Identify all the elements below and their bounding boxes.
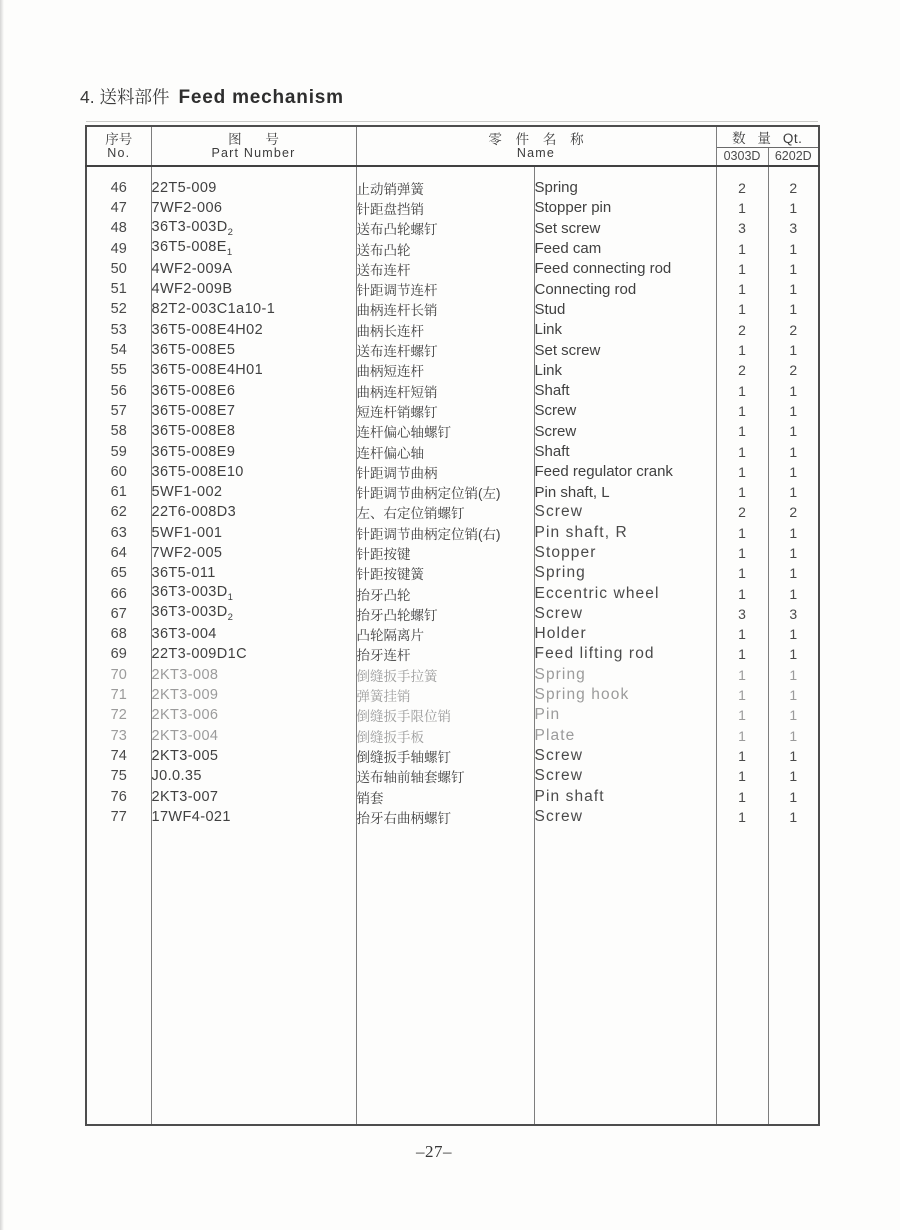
row-no: 65: [86, 563, 151, 583]
row-no: 51: [86, 279, 151, 299]
header-no-en: No.: [107, 145, 131, 160]
name-zh: 抬牙凸轮: [356, 583, 534, 603]
qty-0303d: 1: [716, 462, 768, 482]
part-number: 2KT3-009: [151, 685, 356, 705]
name-en: Feed cam: [534, 238, 716, 258]
row-no: 52: [86, 299, 151, 319]
name-en: Stud: [534, 299, 716, 319]
qty-6202d: 1: [789, 443, 798, 460]
name-en: Screw: [534, 807, 716, 827]
name-zh: 针距调节连杆: [356, 279, 534, 299]
table-row: [86, 238, 819, 258]
header-variant-0303d: 0303D: [716, 148, 768, 166]
table-row: [86, 604, 819, 624]
name-en: Screw: [534, 421, 716, 441]
table-row: [86, 502, 819, 522]
name-en: Spring: [534, 178, 716, 198]
table-row: [86, 198, 819, 218]
name-zh: 送布凸轮螺钉: [356, 218, 534, 238]
qty-0303d: 1: [716, 401, 768, 421]
name-en: Link: [534, 320, 716, 340]
name-zh: 送布轴前轴套螺钉: [356, 766, 534, 786]
row-no: 77: [86, 807, 151, 827]
qty-0303d: 1: [716, 482, 768, 502]
header-part-en: Part Number: [211, 145, 296, 160]
qty-0303d: 1: [716, 705, 768, 725]
row-no: 61: [86, 482, 151, 502]
name-zh: 针距调节曲柄定位销(左): [356, 482, 534, 502]
row-no: 68: [86, 624, 151, 644]
part-number: 2KT3-008: [151, 665, 356, 685]
part-number: 2KT3-007: [151, 786, 356, 806]
row-no: 56: [86, 380, 151, 400]
name-zh: 曲柄长连杆: [356, 320, 534, 340]
row-no: 58: [86, 421, 151, 441]
name-zh: 抬牙连杆: [356, 644, 534, 664]
part-number: 36T5-008E10: [151, 462, 356, 482]
name-en: Pin shaft: [534, 786, 716, 806]
name-en: Connecting rod: [534, 279, 716, 299]
part-number: J0.0.35: [151, 766, 356, 786]
qty-6202d: 1: [789, 524, 798, 541]
part-number: 36T5-008E8: [151, 421, 356, 441]
name-en: Pin: [534, 705, 716, 725]
row-no: 59: [86, 441, 151, 461]
qty-0303d: 1: [716, 583, 768, 603]
qty-6202d: 1: [789, 666, 798, 683]
qty-0303d: 1: [716, 238, 768, 258]
section-title-en: Feed mechanism: [178, 87, 344, 108]
table-row: [86, 563, 819, 583]
table-row: [86, 441, 819, 461]
row-no: 72: [86, 705, 151, 725]
qty-0303d: 1: [716, 807, 768, 827]
name-en: Pin shaft, L: [534, 482, 716, 502]
row-no: 73: [86, 726, 151, 746]
part-number: 17WF4-021: [151, 807, 356, 827]
name-zh: 倒缝扳手限位销: [356, 705, 534, 725]
qty-6202d: 2: [789, 179, 798, 196]
part-number: 4WF2-009A: [151, 259, 356, 279]
qty-0303d: 2: [716, 320, 768, 340]
part-number: 5WF1-001: [151, 523, 356, 543]
qty-0303d: 1: [716, 421, 768, 441]
name-zh: 送布连杆螺钉: [356, 340, 534, 360]
qty-0303d: 3: [716, 604, 768, 624]
header-qty: [716, 126, 819, 148]
part-number: 2KT3-005: [151, 746, 356, 766]
row-no: 57: [86, 401, 151, 421]
name-en: Spring hook: [534, 685, 716, 705]
part-number: 36T5-011: [151, 563, 356, 583]
qty-0303d: 1: [716, 766, 768, 786]
header-no: [86, 126, 151, 166]
qty-0303d: 1: [716, 380, 768, 400]
name-zh: 抬牙凸轮螺钉: [356, 604, 534, 624]
name-en: Stopper pin: [534, 198, 716, 218]
table-row: [86, 218, 819, 238]
qty-6202d: 3: [789, 220, 798, 237]
name-en: Screw: [534, 401, 716, 421]
name-en: Plate: [534, 726, 716, 746]
row-no: 54: [86, 340, 151, 360]
page-number: –27–: [416, 1142, 452, 1161]
name-zh: 弹簧挂销: [356, 685, 534, 705]
qty-6202d: 1: [789, 463, 798, 480]
table-row: [86, 746, 819, 766]
qty-0303d: 1: [716, 543, 768, 563]
row-no: 47: [86, 198, 151, 218]
table-row: [86, 726, 819, 746]
name-en: Holder: [534, 624, 716, 644]
name-en: Set screw: [534, 340, 716, 360]
table-row: [86, 665, 819, 685]
table-row: [86, 299, 819, 319]
table-row: [86, 685, 819, 705]
name-en: Link: [534, 360, 716, 380]
name-zh: 曲柄连杆长销: [356, 299, 534, 319]
qty-0303d: 1: [716, 259, 768, 279]
part-number: 36T5-008E4H02: [151, 320, 356, 340]
name-zh: 针距调节曲柄定位销(右): [356, 523, 534, 543]
scan-artifact-line: [86, 121, 818, 122]
parts-table: [85, 125, 820, 1126]
table-row: [86, 320, 819, 340]
qty-6202d: 1: [789, 342, 798, 359]
qty-6202d: 1: [789, 808, 798, 825]
name-en: Pin shaft, R: [534, 523, 716, 543]
name-zh: 送布凸轮: [356, 238, 534, 258]
part-number: 22T5-009: [151, 178, 356, 198]
name-en: Shaft: [534, 380, 716, 400]
name-en: Spring: [534, 665, 716, 685]
name-en: Screw: [534, 502, 716, 522]
name-zh: 倒缝扳手板: [356, 726, 534, 746]
table-row: [86, 705, 819, 725]
name-en: Screw: [534, 766, 716, 786]
qty-6202d: 1: [789, 301, 798, 318]
qty-6202d: 1: [789, 585, 798, 602]
qty-6202d: 1: [789, 788, 798, 805]
qty-0303d: 1: [716, 279, 768, 299]
part-number: 36T5-008E5: [151, 340, 356, 360]
table-row: [86, 543, 819, 563]
table-row: [86, 482, 819, 502]
qty-6202d: 1: [789, 382, 798, 399]
table-row: [86, 523, 819, 543]
table-row: [86, 624, 819, 644]
header-qty-en: Qt.: [782, 131, 803, 146]
qty-0303d: 1: [716, 746, 768, 766]
row-no: 53: [86, 320, 151, 340]
row-no: 70: [86, 665, 151, 685]
row-no: 66: [86, 583, 151, 603]
qty-0303d: 1: [716, 340, 768, 360]
table-filler-row: [86, 827, 819, 1125]
table-row: [86, 583, 819, 603]
name-zh: 销套: [356, 786, 534, 806]
qty-0303d: 1: [716, 786, 768, 806]
name-zh: 连杆偏心轴螺钉: [356, 421, 534, 441]
row-no: 62: [86, 502, 151, 522]
header-variant-6202d: 6202D: [768, 148, 819, 166]
name-zh: 止动销弹簧: [356, 178, 534, 198]
header-part-number: [151, 126, 356, 166]
part-number: 82T2-003C1a10-1: [151, 299, 356, 319]
qty-0303d: 2: [716, 178, 768, 198]
name-en: Stopper: [534, 543, 716, 563]
name-zh: 连杆偏心轴: [356, 441, 534, 461]
table-row: [86, 401, 819, 421]
part-number: $36T3-003D_2$: [151, 604, 356, 624]
name-zh: 抬牙右曲柄螺钉: [356, 807, 534, 827]
qty-6202d: 1: [789, 707, 798, 724]
qty-0303d: 1: [716, 644, 768, 664]
name-zh: 左、右定位销螺钉: [356, 502, 534, 522]
part-number: 36T5-008E6: [151, 380, 356, 400]
name-zh: 针距按键: [356, 543, 534, 563]
qty-6202d: 1: [789, 646, 798, 663]
name-zh: 送布连杆: [356, 259, 534, 279]
header-part-zh: 图 号: [228, 131, 289, 147]
qty-6202d: 2: [789, 362, 798, 379]
qty-6202d: 1: [789, 565, 798, 582]
name-en: Screw: [534, 746, 716, 766]
part-number: $36T3-003D_2$: [151, 218, 356, 238]
section-title: [80, 84, 344, 109]
name-zh: 曲柄连杆短销: [356, 380, 534, 400]
part-number: 7WF2-006: [151, 198, 356, 218]
qty-0303d: 1: [716, 665, 768, 685]
name-zh: 针距盘挡销: [356, 198, 534, 218]
name-en: Feed regulator crank: [534, 462, 716, 482]
qty-6202d: 1: [789, 402, 798, 419]
qty-0303d: 1: [716, 441, 768, 461]
row-no: 60: [86, 462, 151, 482]
table-row: [86, 340, 819, 360]
spacer-row: [86, 166, 819, 178]
row-no: 49: [86, 238, 151, 258]
qty-6202d: 3: [789, 605, 798, 622]
row-no: 50: [86, 259, 151, 279]
row-no: 69: [86, 644, 151, 664]
qty-0303d: 1: [716, 624, 768, 644]
qty-0303d: 2: [716, 360, 768, 380]
name-zh: 针距按键簧: [356, 563, 534, 583]
row-no: 55: [86, 360, 151, 380]
qty-6202d: 1: [789, 281, 798, 298]
part-number: 7WF2-005: [151, 543, 356, 563]
qty-0303d: 3: [716, 218, 768, 238]
part-number: 22T6-008D3: [151, 502, 356, 522]
qty-6202d: 1: [789, 626, 798, 643]
header-name-zh: 零 件 名 称: [488, 131, 589, 147]
row-no: 74: [86, 746, 151, 766]
row-no: 76: [86, 786, 151, 806]
part-number: 5WF1-002: [151, 482, 356, 502]
row-no: 46: [86, 178, 151, 198]
part-number: 2KT3-004: [151, 726, 356, 746]
part-number: 2KT3-006: [151, 705, 356, 725]
name-en: Feed lifting rod: [534, 644, 716, 664]
name-zh: 针距调节曲柄: [356, 462, 534, 482]
qty-6202d: 1: [789, 240, 798, 257]
qty-0303d: 2: [716, 502, 768, 522]
qty-6202d: 1: [789, 727, 798, 744]
part-number: 36T3-004: [151, 624, 356, 644]
table-row: [86, 279, 819, 299]
qty-0303d: 1: [716, 299, 768, 319]
qty-6202d: 1: [789, 484, 798, 501]
table-row: [86, 421, 819, 441]
qty-0303d: 1: [716, 198, 768, 218]
qty-0303d: 1: [716, 563, 768, 583]
name-en: Set screw: [534, 218, 716, 238]
qty-6202d: 1: [789, 747, 798, 764]
row-no: 64: [86, 543, 151, 563]
qty-6202d: 1: [789, 260, 798, 277]
part-number: 36T5-008E7: [151, 401, 356, 421]
part-number: 36T5-008E4H01: [151, 360, 356, 380]
name-en: Feed connecting rod: [534, 259, 716, 279]
header-name-en: Name: [516, 145, 556, 160]
qty-6202d: 1: [789, 423, 798, 440]
name-en: Screw: [534, 604, 716, 624]
table-row: [86, 644, 819, 664]
name-en: Eccentric wheel: [534, 583, 716, 603]
table-row: [86, 360, 819, 380]
parts-table-header: [86, 126, 819, 166]
header-name: [356, 126, 716, 166]
qty-0303d: 1: [716, 685, 768, 705]
section-title-zh: 4. 送料部件: [80, 87, 170, 107]
part-number: 4WF2-009B: [151, 279, 356, 299]
table-row: [86, 807, 819, 827]
row-no: 63: [86, 523, 151, 543]
qty-0303d: 1: [716, 523, 768, 543]
row-no: 71: [86, 685, 151, 705]
name-en: Shaft: [534, 441, 716, 461]
row-no: 48: [86, 218, 151, 238]
table-row: [86, 786, 819, 806]
name-zh: 短连杆销螺钉: [356, 401, 534, 421]
part-number: $36T5-008E_1$: [151, 238, 356, 258]
qty-0303d: 1: [716, 726, 768, 746]
row-no: 75: [86, 766, 151, 786]
header-no-zh: 序号: [105, 131, 133, 147]
row-no: 67: [86, 604, 151, 624]
table-row: [86, 462, 819, 482]
table-row: [86, 380, 819, 400]
table-row: [86, 178, 819, 198]
part-number: $36T3-003D_1$: [151, 583, 356, 603]
parts-table-body: [86, 166, 819, 1126]
qty-6202d: 2: [789, 504, 798, 521]
header-qty-zh: 数 量: [732, 131, 775, 146]
part-number: 22T3-009D1C: [151, 644, 356, 664]
table-row: [86, 766, 819, 786]
name-zh: 倒缝扳手轴螺钉: [356, 746, 534, 766]
name-zh: 倒缝扳手拉簧: [356, 665, 534, 685]
qty-6202d: 1: [789, 687, 798, 704]
qty-6202d: 2: [789, 321, 798, 338]
table-row: [86, 259, 819, 279]
name-zh: 凸轮隔离片: [356, 624, 534, 644]
qty-6202d: 1: [789, 768, 798, 785]
name-en: Spring: [534, 563, 716, 583]
name-zh: 曲柄短连杆: [356, 360, 534, 380]
part-number: 36T5-008E9: [151, 441, 356, 461]
qty-6202d: 1: [789, 544, 798, 561]
qty-6202d: 1: [789, 199, 798, 216]
